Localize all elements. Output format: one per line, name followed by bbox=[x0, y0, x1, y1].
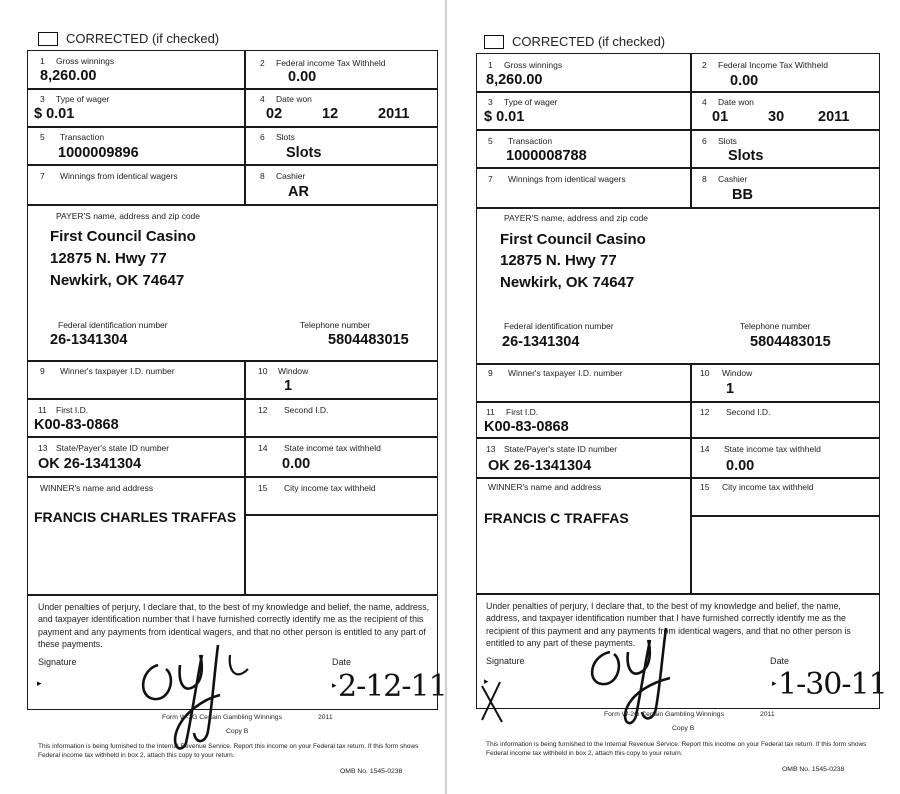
box-winner bbox=[27, 476, 246, 596]
first-id-label: First I.D. bbox=[56, 405, 89, 415]
signature-arrow-icon: ▸ bbox=[37, 678, 42, 688]
box-number-10: 10 bbox=[700, 368, 710, 378]
form-title: Form W-2G Certain Gambling Winnings bbox=[604, 711, 724, 718]
corrected-label: CORRECTED (if checked) bbox=[66, 31, 220, 46]
gross-winnings-value: 8,260.00 bbox=[40, 68, 97, 84]
transaction-label: Transaction bbox=[508, 136, 553, 146]
winner-name: FRANCIS CHARLES TRAFFAS bbox=[34, 509, 237, 525]
payer-street: 12875 N. Hwy 77 bbox=[50, 250, 167, 267]
w2g-form-left bbox=[0, 0, 447, 794]
perjury-statement: Under penalties of perjury, I declare that, to the best of my knowledge and belief, the name, address, and taxpayer identification number that I have furnished correctly identify me as the recipient of this payment and any payments from identical wagers, and that no other person is entitled to any part of these payments. bbox=[486, 601, 851, 649]
second-id-label: Second I.D. bbox=[726, 407, 771, 417]
payer-label: PAYER'S name, address and zip code bbox=[504, 213, 648, 223]
gross-winnings-label: Gross winnings bbox=[504, 60, 563, 70]
box-winner bbox=[476, 477, 692, 595]
first-id-label: First I.D. bbox=[506, 407, 539, 417]
date-label: Date bbox=[332, 657, 352, 667]
box-number-3: 3 bbox=[40, 94, 45, 104]
box-number-11: 11 bbox=[486, 407, 495, 417]
box-number-2: 2 bbox=[260, 58, 265, 68]
footer-text: This information is being furnished to the Internal Revenue Service. Report this income on your Federal tax return. If this form shows Federal income tax withheld in box 2, attach this copy to your return. bbox=[38, 743, 419, 759]
federal-id-value: 26-1341304 bbox=[50, 332, 128, 348]
date-won-month: 01 bbox=[712, 109, 729, 125]
box-cashier bbox=[244, 164, 438, 206]
payer-street: 12875 N. Hwy 77 bbox=[500, 252, 617, 269]
box-number-9: 9 bbox=[40, 366, 45, 376]
box-slots bbox=[244, 126, 438, 166]
box-number-13: 13 bbox=[486, 444, 496, 454]
identical-wagers-label: Winnings from identical wagers bbox=[60, 171, 178, 181]
city-tax-label: City income tax withheld bbox=[722, 482, 814, 492]
state-id-value: OK 26-1341304 bbox=[488, 458, 592, 474]
date-won-label: Date won bbox=[718, 97, 754, 107]
box-federal-tax-withheld bbox=[244, 50, 438, 90]
box-number-12: 12 bbox=[258, 405, 268, 415]
date-arrow-icon: ▸ bbox=[332, 680, 337, 690]
box-number-5: 5 bbox=[488, 136, 493, 146]
box-city-tax-extra bbox=[244, 514, 438, 596]
cashier-value: AR bbox=[288, 184, 309, 200]
winner-tin-label: Winner's taxpayer I.D. number bbox=[60, 366, 175, 376]
telephone-label: Telephone number bbox=[740, 321, 811, 331]
box-number-2: 2 bbox=[702, 60, 707, 70]
box-number-9: 9 bbox=[488, 368, 493, 378]
winner-name: FRANCIS C TRAFFAS bbox=[484, 510, 629, 526]
box-number-6: 6 bbox=[260, 132, 265, 142]
federal-tax-withheld-label: Federal income Tax Withheld bbox=[276, 58, 386, 68]
date-label: Date bbox=[770, 656, 790, 666]
footer-text: This information is being furnished to the Internal Revenue Service. Report this income on your Federal tax return. If this form shows Federal income tax withheld in box 2, attach this copy to your return. bbox=[486, 741, 867, 757]
box-number-8: 8 bbox=[702, 174, 707, 184]
telephone-value: 5804483015 bbox=[750, 334, 831, 350]
box-number-4: 4 bbox=[702, 97, 707, 107]
first-id-value: K00-83-0868 bbox=[484, 419, 569, 435]
box-slots bbox=[690, 129, 880, 169]
date-signed: 2-12-11 bbox=[338, 669, 447, 704]
box-number-12: 12 bbox=[700, 407, 710, 417]
form-year: 2011 bbox=[760, 711, 775, 718]
box-second-id bbox=[244, 398, 438, 438]
federal-id-value: 26-1341304 bbox=[502, 334, 580, 350]
box-number-1: 1 bbox=[488, 60, 493, 70]
state-tax-label: State income tax withheld bbox=[284, 443, 381, 453]
copy-label: Copy B bbox=[672, 725, 695, 732]
type-of-wager-label: Type of wager bbox=[504, 97, 558, 107]
state-id-label: State/Payer's state ID number bbox=[56, 443, 170, 453]
slots-label: Slots bbox=[718, 136, 737, 146]
state-tax-value: 0.00 bbox=[726, 458, 755, 474]
city-tax-label: City income tax withheld bbox=[284, 483, 376, 493]
second-id-label: Second I.D. bbox=[284, 405, 329, 415]
box-city-tax bbox=[244, 476, 438, 516]
perjury-statement: Under penalties of perjury, I declare that, to the best of my knowledge and belief, the name, address, and taxpayer identification number that I have furnished correctly identify me as the recipient of this payment and any payments from identical wagers, and that no other person is entitled to any part of these payments. bbox=[38, 602, 430, 650]
cashier-value: BB bbox=[732, 187, 753, 203]
box-city-tax-extra bbox=[690, 515, 880, 595]
transaction-value: 1000009896 bbox=[58, 145, 139, 161]
type-of-wager-label: Type of wager bbox=[56, 94, 110, 104]
box-number-4: 4 bbox=[260, 94, 265, 104]
identical-wagers-label: Winnings from identical wagers bbox=[508, 174, 626, 184]
date-won-day: 30 bbox=[768, 109, 785, 125]
telephone-value: 5804483015 bbox=[328, 332, 409, 348]
federal-id-label: Federal identification number bbox=[504, 321, 614, 331]
federal-tax-withheld-value: 0.00 bbox=[288, 69, 317, 85]
transaction-label: Transaction bbox=[60, 132, 105, 142]
form-title: Form W-2G Certain Gambling Winnings bbox=[162, 714, 282, 721]
payer-name: First Council Casino bbox=[50, 228, 196, 245]
first-id-value: K00-83-0868 bbox=[34, 417, 119, 433]
corrected-checkbox[interactable] bbox=[484, 35, 504, 49]
date-won-day: 12 bbox=[322, 106, 339, 122]
gross-winnings-label: Gross winnings bbox=[56, 56, 115, 66]
window-label: Window bbox=[278, 366, 309, 376]
date-arrow-icon: ▸ bbox=[772, 678, 777, 688]
telephone-label: Telephone number bbox=[300, 320, 371, 330]
box-number-5: 5 bbox=[40, 132, 45, 142]
slots-value: Slots bbox=[286, 145, 322, 161]
box-federal-tax-withheld bbox=[690, 53, 880, 93]
signature-label: Signature bbox=[486, 656, 525, 666]
date-won-year: 2011 bbox=[818, 109, 850, 125]
copy-label: Copy B bbox=[226, 728, 249, 735]
winner-label: WINNER's name and address bbox=[488, 482, 602, 492]
payer-name: First Council Casino bbox=[500, 231, 646, 248]
federal-tax-withheld-label: Federal Income Tax Withheld bbox=[718, 60, 828, 70]
payer-city: Newkirk, OK 74647 bbox=[500, 274, 635, 291]
date-won-month: 02 bbox=[266, 106, 283, 122]
corrected-label: CORRECTED (if checked) bbox=[512, 34, 666, 49]
slots-value: Slots bbox=[728, 148, 764, 164]
box-number-3: 3 bbox=[488, 97, 493, 107]
omb-number: OMB No. 1545-0238 bbox=[340, 768, 403, 775]
date-won-label: Date won bbox=[276, 94, 312, 104]
date-won-year: 2011 bbox=[378, 106, 410, 122]
cashier-label: Cashier bbox=[718, 174, 748, 184]
date-signed: 1-30-11 bbox=[778, 667, 887, 702]
cashier-label: Cashier bbox=[276, 171, 306, 181]
box-number-14: 14 bbox=[700, 444, 710, 454]
w2g-form-right bbox=[450, 0, 890, 794]
federal-tax-withheld-value: 0.00 bbox=[730, 73, 759, 89]
gross-winnings-value: 8,260.00 bbox=[486, 72, 543, 88]
winner-tin-label: Winner's taxpayer I.D. number bbox=[508, 368, 623, 378]
box-number-15: 15 bbox=[258, 483, 268, 493]
box-window bbox=[244, 360, 438, 400]
federal-id-label: Federal identification number bbox=[58, 320, 168, 330]
signature-arrow-icon: ▸ bbox=[484, 676, 489, 686]
state-tax-label: State income tax withheld bbox=[724, 444, 821, 454]
payer-city: Newkirk, OK 74647 bbox=[50, 272, 185, 289]
omb-number: OMB No. 1545-0238 bbox=[782, 766, 845, 773]
signature-label: Signature bbox=[38, 657, 77, 667]
corrected-checkbox[interactable] bbox=[38, 32, 58, 46]
box-number-6: 6 bbox=[702, 136, 707, 146]
slots-label: Slots bbox=[276, 132, 295, 142]
box-number-13: 13 bbox=[38, 443, 48, 453]
type-of-wager-value: $ 0.01 bbox=[34, 106, 75, 122]
box-second-id bbox=[690, 401, 880, 439]
window-value: 1 bbox=[726, 381, 735, 397]
box-number-1: 1 bbox=[40, 56, 45, 66]
window-value: 1 bbox=[284, 378, 293, 394]
box-window bbox=[690, 363, 880, 403]
box-number-7: 7 bbox=[40, 171, 45, 181]
box-number-14: 14 bbox=[258, 443, 268, 453]
box-number-8: 8 bbox=[260, 171, 265, 181]
payer-label: PAYER'S name, address and zip code bbox=[56, 211, 200, 221]
window-label: Window bbox=[722, 368, 753, 378]
box-number-15: 15 bbox=[700, 482, 710, 492]
transaction-value: 1000008788 bbox=[506, 148, 587, 164]
state-tax-value: 0.00 bbox=[282, 456, 311, 472]
handwritten-signature-left bbox=[130, 625, 260, 755]
state-id-label: State/Payer's state ID number bbox=[504, 444, 618, 454]
type-of-wager-value: $ 0.01 bbox=[484, 109, 525, 125]
box-number-7: 7 bbox=[488, 174, 493, 184]
winner-label: WINNER's name and address bbox=[40, 483, 154, 493]
state-id-value: OK 26-1341304 bbox=[38, 456, 142, 472]
box-number-10: 10 bbox=[258, 366, 268, 376]
form-year: 2011 bbox=[318, 714, 333, 721]
box-number-11: 11 bbox=[38, 405, 47, 415]
